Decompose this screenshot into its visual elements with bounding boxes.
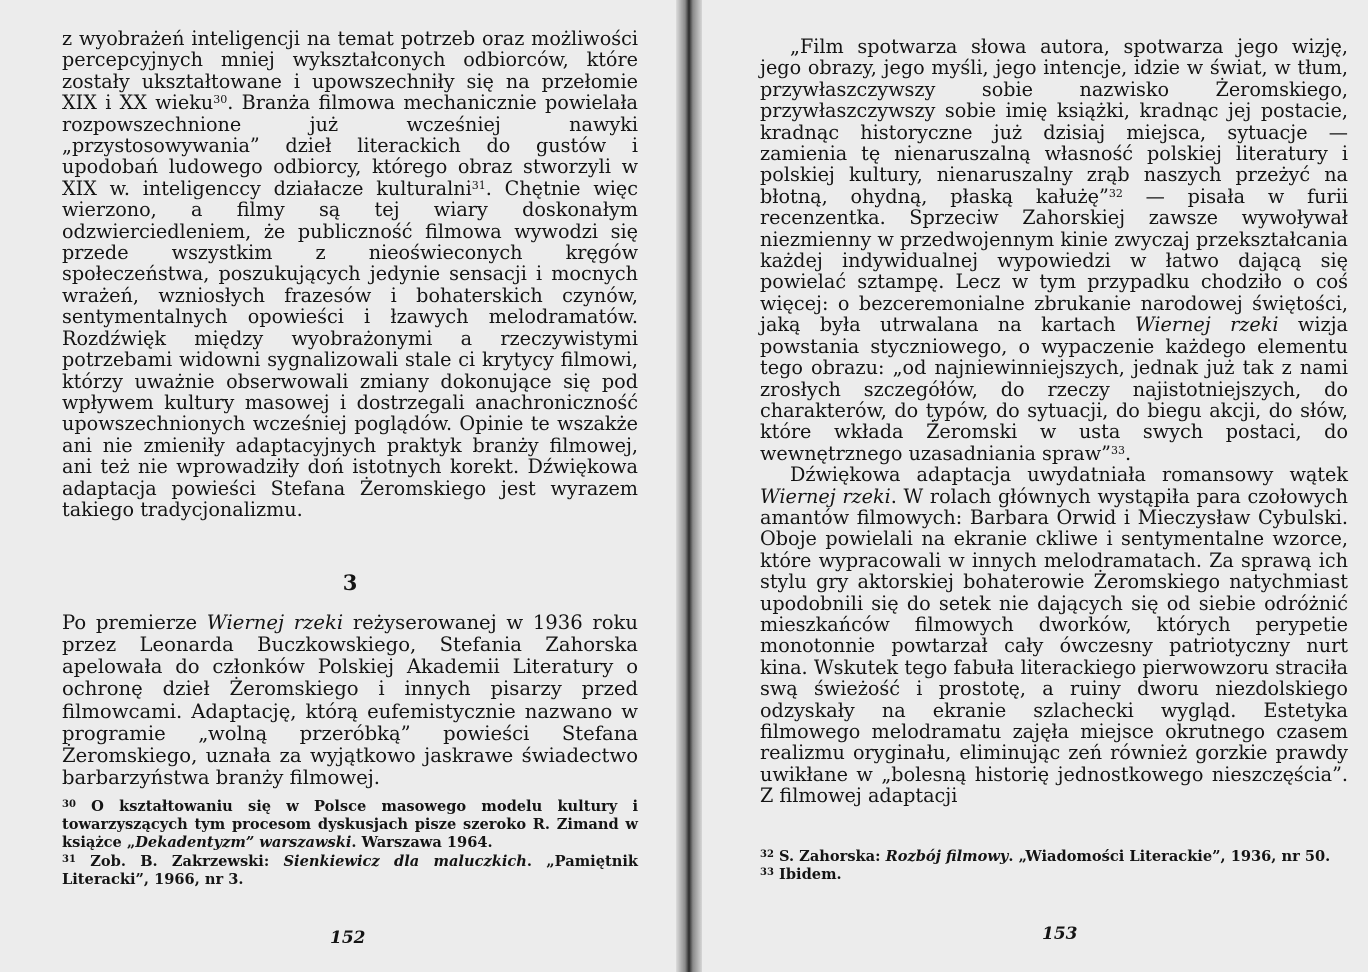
footnote-ref-30: 30 (213, 93, 228, 107)
right-footnotes (760, 848, 1348, 884)
page-number-right: 153 (1042, 924, 1078, 944)
film-title: Wiernej rzeki (760, 484, 891, 508)
right-paragraph-quote: „Film spotwarza słowa autora, spotwarza jego wizję, jego obrazy, jego myśli, jego intencje, idzie w świat, w tłum, przywłaszczywszy sobie nazwisko Żeromskiego, przywłaszczywszy sobie imię książki, kradnąc jej postacie, kradnąc historyczne już dzisiaj miejsca, sytuacje — zamienia tę nienaruszalną własność polskiej literatury i polskiej kultury, nienaruszalny zrąb naszych przeżyć na błotną, ohydną, płaską kałużę”$^{32}$ — pisała w furii recenzentka. Sprzeciw Zahorskiej zawsze wywoływał niezmienny w przedwojennym kinie zwyczaj przekształcania każdej indywidualnej wypowiedzi w łatwo dającą się powielać sztampę. Lecz w tym przypadku chodziło o coś więcej: o bezceremonialne zbrukanie narodowej świętości, jaką była utrwalana na kartach Wiernej rzeki wizja powstania styczniowego, o wypaczenie każdego elementu tego obrazu: „od najniewinniejszych, jednak już tak z nami zrosłych szczegółów, do rzeczy najistotniejszych, do charakterów, do typów, do sytuacji, do biegu akcji, do słów, które wkłada Żeromski w usta swych postaci, do wewnętrznego uzasadniania spraw”$^{33}$. (760, 35, 1348, 465)
right-body-text (760, 36, 1348, 807)
right-paragraph-adaptation: Dźwiękowa adaptacja uwydatniała romansowy wątek Wiernej rzeki. W rolach głównych wystąpiła para czołowych amantów filmowych: Barbara Orwid i Mieczysław Cybulski. Oboje powielali na ekranie ckliwe i sentymentalne wzorce, które wypracowali w innych melodramatach. Za sprawą ich stylu gry aktorskiej bohaterowie Żeromskiego natychmiast upodobnili się do setek nie dających się od siebie odróżnić mieszkańców filmowych dworków, których perypetie monotonnie powtarzał cały ówczesny patriotyczny nurt kina. Wskutek tego fabuła literackiego pierwowzoru straciła swą świeżość i prostotę, a ruiny dworu niezdolskiego odzyskały na ekranie szlachecki wygląd. Estetyka filmowego melodramatu zajęła miejsce okrutnego czasem realizmu oryginału, eliminując zeń również gorzkie prawdy uwikłane w „bolesną historię jednostkowego nieszczęścia”. Z filmowej adaptacji (760, 463, 1348, 808)
film-title: Wiernej rzeki (1135, 313, 1279, 337)
film-title: Wiernej rzeki (206, 610, 344, 634)
left-body-text (62, 28, 638, 789)
section-number: 3 (342, 570, 358, 596)
page-number-left: 152 (330, 928, 366, 948)
book-gutter (676, 0, 702, 972)
footnote-33: $^{33}$ Ibidem. (760, 866, 842, 884)
left-paragraph-continuation: z wyobrażeń inteligencji na temat potrzeb oraz możliwości percepcyjnych mniej wykształconych odbiorców, które zostały ukształtowane i upowszechniły się na przełomie XIX i XX wieku$^{30}$. Branża filmowa mechanicznie powielała rozpowszechnione już wcześniej nawyki „przystosowywania” dzieł literackich do gustów i upodobań ludowego odbiorcy, którego obraz stworzyli w XIX w. inteligenccy działacze kulturalni$^{31}$. Chętnie więc wierzono, a filmy są tej wiary doskonałym odzwierciedleniem, że publiczność filmowa wywodzi się przede wszystkim z nieoświeconych kręgów społeczeństwa, poszukujących jedynie sensacji i mocnych wrażeń, wzniosłych frazesów i bohaterskich czynów, sentymentalnych opowieści i łzawych melodramatów. Rozdźwięk między wyobrażonymi a rzeczywistymi potrzebami widowni sygnalizowali stale ci krytycy filmowi, którzy uważnie obserwowali zmiany dokonujące się pod wpływem kultury masowej i dostrzegali anachroniczność upowszechnionych wcześniej poglądów. Opinie te wszakże ani nie zmieniły adaptacyjnych praktyk branży filmowej, ani też nie wprowadziły doń istotnych korekt. Dźwiękowa adaptacja powieści Stefana Żeromskiego jest wyrazem takiego tradycjonalizmu. (62, 27, 638, 521)
footnote-ref-32: 32 (1108, 186, 1123, 200)
section-first-paragraph: Po premierze Wiernej rzeki reżyserowanej w 1936 roku przez Leonarda Buczkowskiego, Stefania Zahorska apelowała do członków Polskiej Akademii Literatury o ochronę dzieł Żeromskiego i innych pisarzy przed filmowcami. Adaptację, którą eufemistycznie nazwano w programie „wolną przeróbką” powieści Stefana Żeromskiego, uznała za wyjątkowo jaskrawe świadectwo barbarzyństwa branży filmowej. (62, 610, 639, 790)
footnote-ref-31: 31 (471, 178, 486, 192)
left-footnotes (62, 798, 638, 889)
footnote-32: $^{32}$ S. Zahorska: Rozbój filmowy. „Wiadomości Literackie”, 1936, nr 50. (760, 848, 1331, 865)
footnote-30: $^{30}$ O kształtowaniu się w Polsce masowego modelu kultury i towarzyszących tym procesom dyskusjach pisze szeroko R. Zimand w książce „Dekadentyzm” warszawski. Warszawa 1964. (62, 798, 638, 852)
footnote-31: $^{31}$ Zob. B. Zakrzewski: Sienkiewicz dla maluczkich. „Pamiętnik Literacki”, 1966, nr 3. (62, 852, 638, 888)
footnote-ref-33: 33 (1110, 443, 1125, 457)
